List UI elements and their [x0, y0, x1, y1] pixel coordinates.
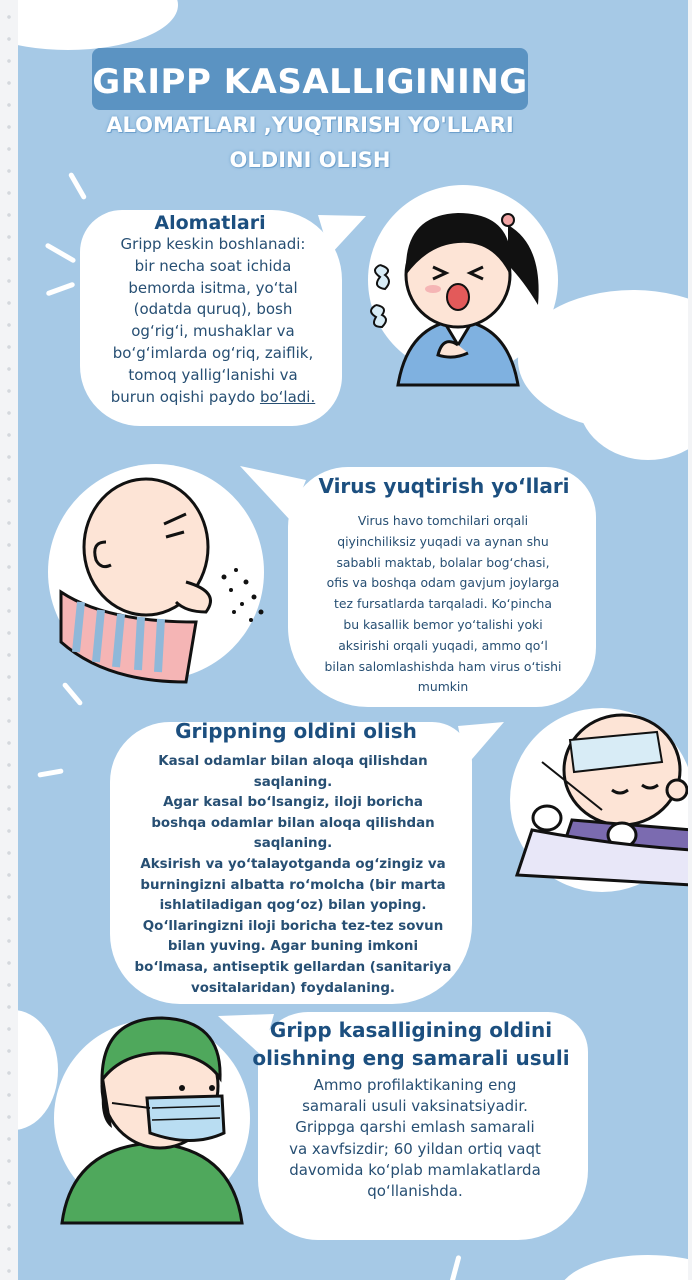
background-cloud: [18, 0, 178, 50]
symptoms-text-end: bo‘ladi.: [259, 387, 316, 406]
coughing-girl-icon: [358, 185, 558, 405]
section-title-transmission: Virus yuqtirish yo‘llari: [318, 474, 570, 498]
decor-stroke: [68, 172, 87, 200]
section-title-symptoms: Alomatlari: [154, 212, 266, 234]
section-body-symptoms: [90, 234, 336, 408]
masked-doctor-icon: [52, 1008, 252, 1233]
section-body-vaccination: Ammo profilaktikaning eng samarali usuli vaksinatsiyadir. Grippga qarshi emlash samarali va xavfsizdir; 60 yildan ortiq vaqt davomida ko‘plab mamlakatlarda qo‘llanishda.: [289, 1076, 541, 1201]
section-title-prevention: Grippning oldini olish: [175, 719, 417, 743]
background-cloud: [558, 1255, 688, 1280]
section-body-prevention: Kasal odamlar bilan aloqa qilishdan saqlaning. Agar kasal bo‘lsangiz, iloji boricha boshqa odamlar bilan aloqa qilishdan saqlaning. Aksirish va yo‘talayotganda og‘zingiz va burningizni albatta ro‘molcha (bir marta ishlatiladigan qog‘oz) bilan yoping. Qo‘llaringizni iloji boricha tez-tez sovun bilan yuving. Agar buning imkoni bo‘lmasa, antiseptik gellardan (sanitariya vositalaridan) foydalaning.: [134, 754, 452, 996]
sneezing-man-icon: [46, 462, 276, 702]
decor-stroke: [449, 1255, 461, 1280]
section-title-vaccination: Gripp kasalligining oldini olishning eng samarali usuli: [252, 1018, 570, 1070]
sick-child-in-bed-icon: [492, 700, 688, 900]
decor-stroke: [45, 242, 77, 263]
page-title: GRIPP KASALLIGINING: [92, 62, 528, 102]
infographic-page: [18, 0, 688, 1280]
decor-stroke: [37, 768, 63, 777]
margin-dots: [0, 0, 18, 1280]
page-subtitle-2: OLDINI OLISH: [229, 148, 391, 172]
page-subtitle: ALOMATLARI ,YUQTIRISH YO'LLARI: [106, 113, 514, 137]
symptoms-text: Gripp keskin boshlanadi: bir necha soat ichida bemorda isitma, yo‘tal (odatda quruq), bosh og‘rig‘i, mushaklar va bo‘g‘imlarda og‘riq, zaiflik, tomoq yallig‘lanishi va burun oqishi paydo: [110, 235, 314, 406]
decor-stroke: [46, 282, 76, 297]
section-body-transmission: Virus havo tomchilari orqali qiyinchiliksiz yuqadi va aynan shu sababli maktab, bolalar bog‘chasi, ofis va boshqa odam gavjum joylarga tez fursatlarda tarqaladi. Ko‘pincha bu kasallik bemor yo‘talishi yoki aksirishi orqali yuqadi, ammo qo‘l bilan salomlashishda ham virus o‘tishi mumkin: [324, 513, 562, 695]
